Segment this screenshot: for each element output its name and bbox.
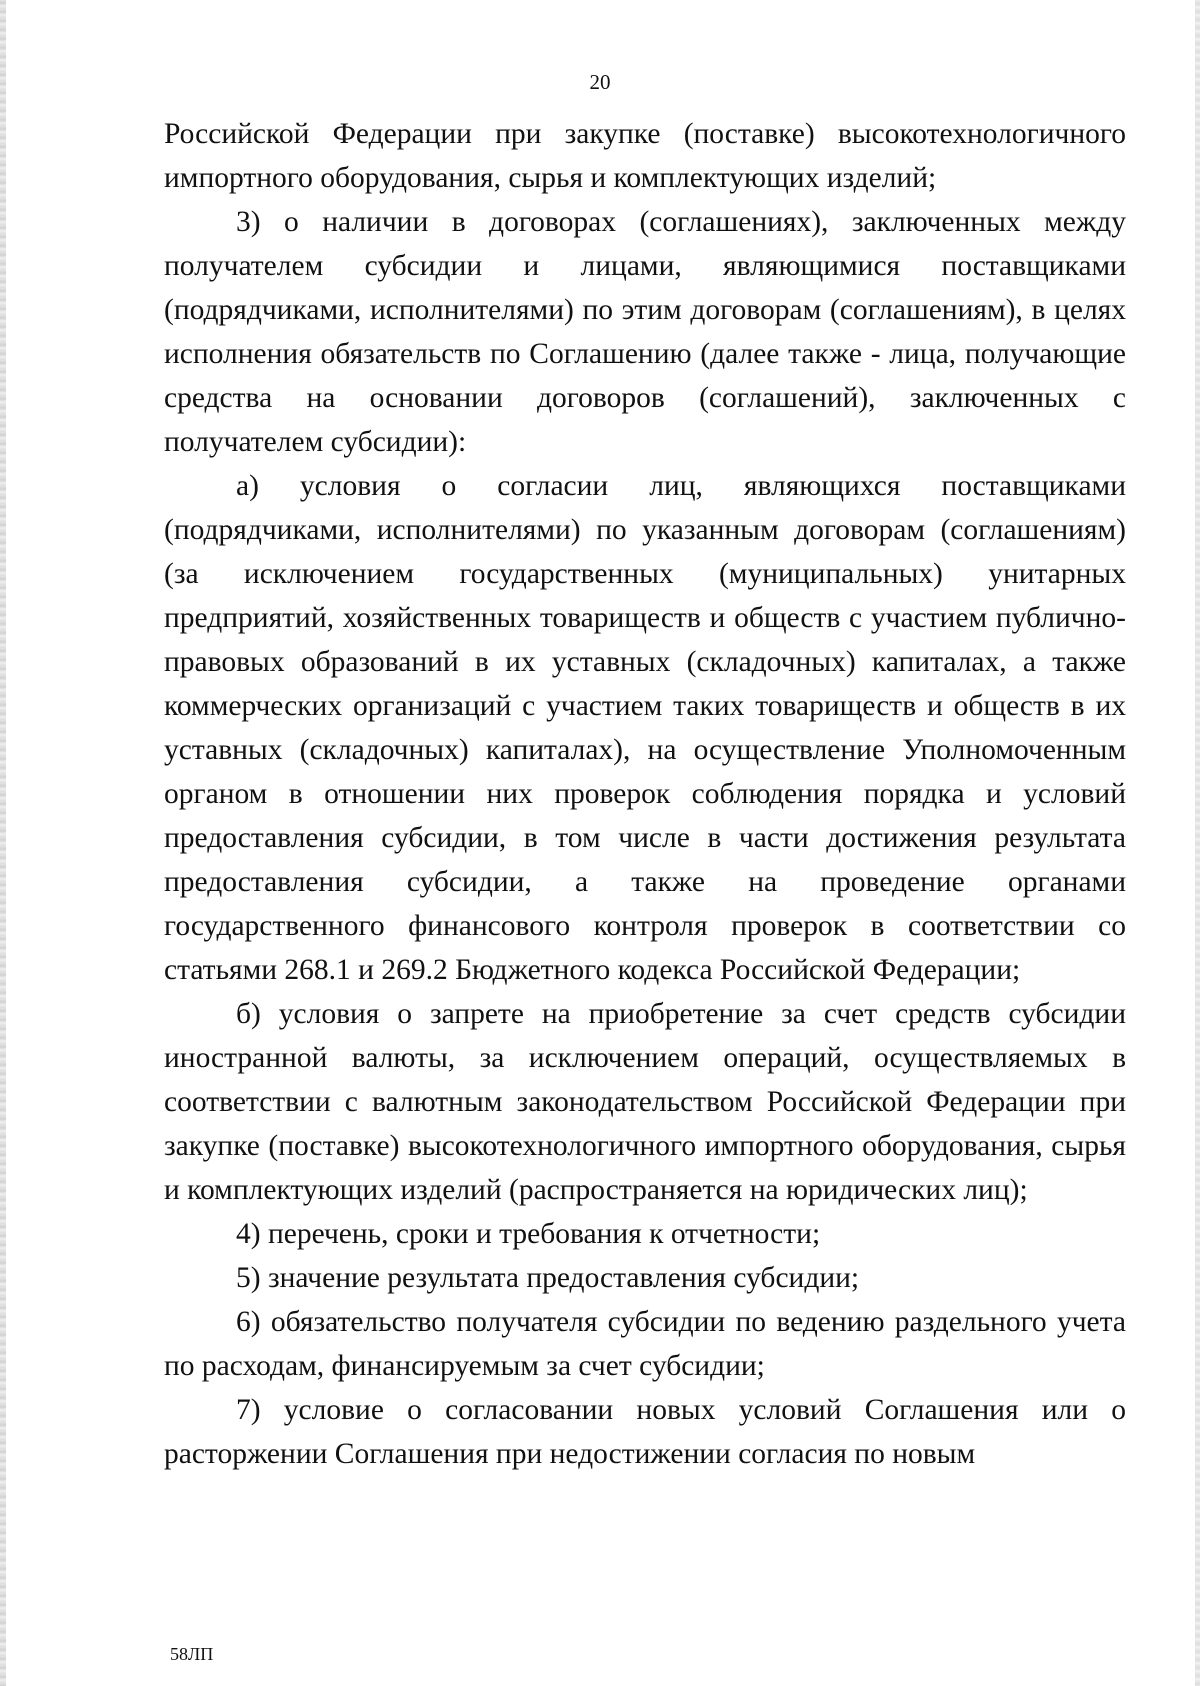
paragraph-item-7: 7) условие о согласовании новых условий Соглашения или о расторжении Соглашения при недостижении согласия по новым bbox=[164, 1394, 1126, 1470]
paragraph-item-6: 6) обязательство получателя субсидии по ведению раздельного учета по расходам, финансируемым за счет субсидии; bbox=[164, 1306, 1126, 1382]
page-number: 20 bbox=[589, 70, 611, 94]
paragraph-subitem-b: б) условия о запрете на приобретение за счет средств субсидии иностранной валюты, за исключением операций, осуществляемых в соответствии с валютным законодательством Российской Федерации при закупке (поставке) высокотехнологичного импортного оборудования, сырья и комплектующих изделий (распространяется на юридических лиц); bbox=[164, 998, 1126, 1206]
body-text bbox=[164, 112, 1126, 1476]
paragraph-item-5: 5) значение результата предоставления субсидии; bbox=[236, 1262, 860, 1294]
paragraph-subitem-a: а) условия о согласии лиц, являющихся поставщиками (подрядчиками, исполнителями) по указанным договорам (соглашениям) (за исключением государственных (муниципальных) унитарных предприятий, хозяйственных товариществ и обществ с участием публично-правовых образований в их уставных (складочных) капиталах, а также коммерческих организаций с участием таких товариществ и обществ в их уставных (складочных) капиталах), на осуществление Уполномоченным органом в отношении них проверок соблюдения порядка и условий предоставления субсидии, в том числе в части достижения результата предоставления субсидии, а также на проведение органами государственного финансового контроля проверок в соответствии со статьями 268.1 и 269.2 Бюджетного кодекса Российской Федерации; bbox=[164, 470, 1126, 986]
paragraph-item-4: 4) перечень, сроки и требования к отчетности; bbox=[236, 1218, 821, 1250]
paragraph-continuation: Российской Федерации при закупке (поставке) высокотехнологичного импортного оборудования, сырья и комплектующих изделий; bbox=[164, 118, 1126, 194]
footer-document-code: 58ЛП bbox=[170, 1644, 214, 1664]
scan-edge-left bbox=[0, 0, 6, 1686]
scan-edge-right bbox=[1195, 0, 1200, 1686]
paragraph-item-3: 3) о наличии в договорах (соглашениях), заключенных между получателем субсидии и лицами, являющимися поставщиками (подрядчиками, исполнителями) по этим договорам (соглашениям), в целях исполнения обязательств по Соглашению (далее также - лица, получающие средства на основании договоров (соглашений), заключенных с получателем субсидии): bbox=[164, 206, 1126, 458]
